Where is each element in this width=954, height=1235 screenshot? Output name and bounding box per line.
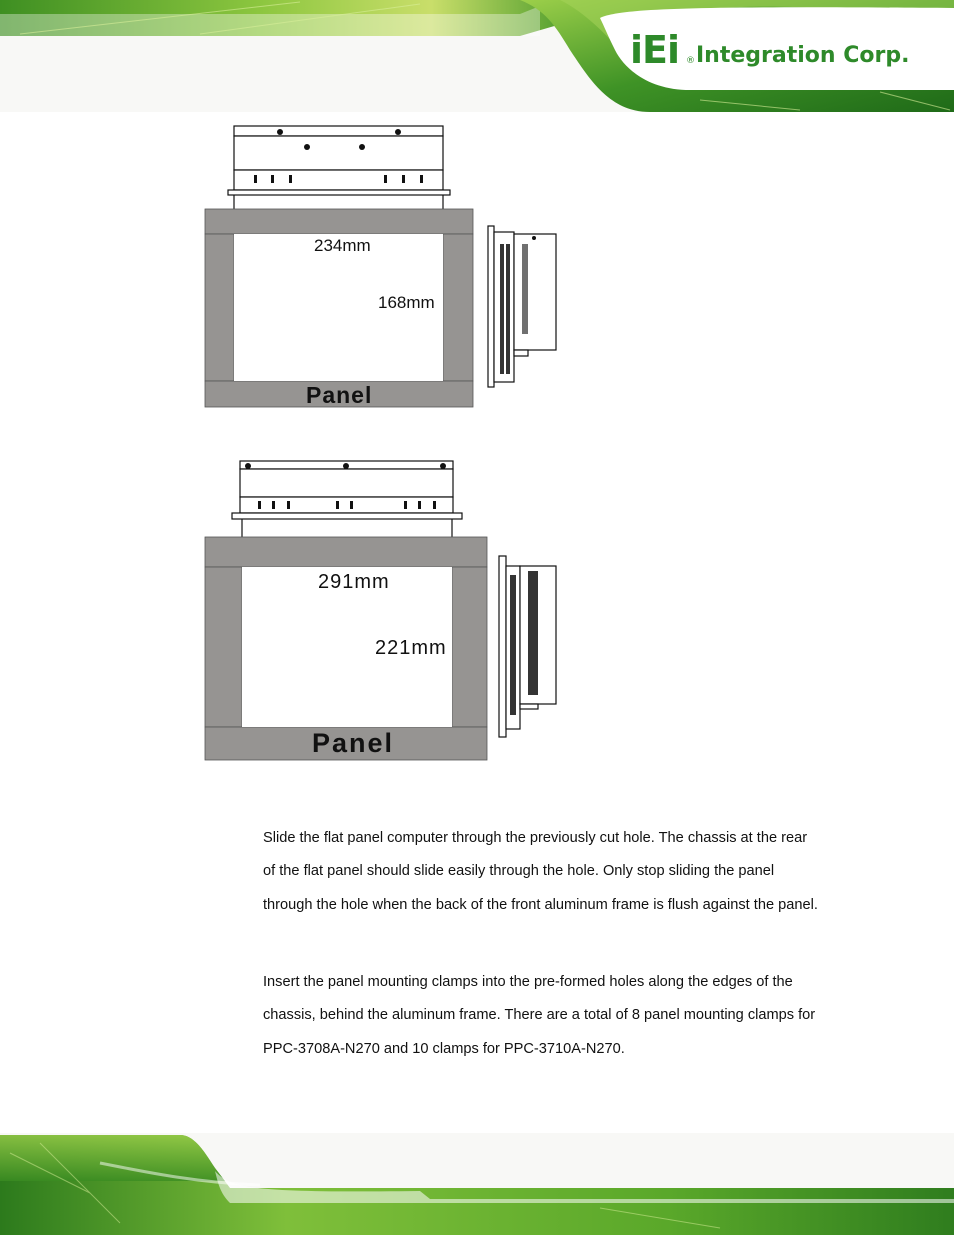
fig1-width-label: 234mm (314, 236, 371, 255)
fig1-panel-label: Panel (306, 382, 373, 408)
instruction-paragraph-2: Insert the panel mounting clamps into the pre-formed holes along the edges of the chassis, behind the aluminum frame. There are a total of 8 panel mounting clamps for PPC-3708A-N270 and 10 clamps for PPC-3710A-N270. (263, 974, 816, 1057)
footer-banner (0, 1133, 954, 1235)
fig2-panel-label: Panel (312, 728, 395, 758)
fig1-height-label: 168mm (378, 293, 435, 312)
logo-mark: iEi (630, 28, 680, 72)
footer-swoosh (0, 1133, 954, 1235)
fig2-top-view (232, 461, 462, 537)
logo-registered: ® (686, 56, 695, 66)
figure-1-drawing (200, 122, 570, 412)
fig1-top-view (228, 126, 450, 210)
logo-company-name: Integration Corp. (696, 43, 910, 68)
fig2-height-label: 221mm (375, 637, 447, 659)
figure-2-drawing (200, 455, 570, 765)
company-logo (630, 28, 930, 76)
figure-panel-cutout-2 (200, 455, 570, 765)
figure-panel-cutout-1 (200, 122, 570, 412)
header-banner (0, 0, 954, 112)
fig2-side-view (499, 556, 556, 737)
fig2-width-label: 291mm (318, 571, 390, 593)
instruction-paragraph-1: Slide the flat panel computer through the previously cut hole. The chassis at the rear of the flat panel should slide easily through the hole. Only stop sliding the panel through the hole when the back of the front aluminum frame is flush against the panel. (263, 830, 818, 913)
